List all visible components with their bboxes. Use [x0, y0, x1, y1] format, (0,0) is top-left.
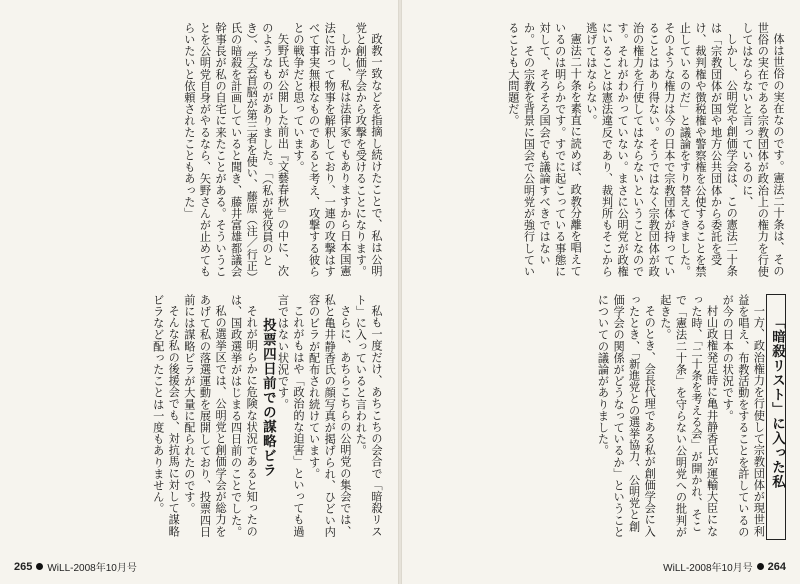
paragraph: 体は世俗の実在なのです。憲法二十条は、その世俗の実在である宗教団体が政治上の権力を行使してはならないと言っているのに、 [740, 22, 785, 278]
magazine-issue: WiLL-2008年10月号 [663, 563, 753, 574]
paragraph: それが明らかに危険な状況であると知ったのは、国政選挙がはじまる四日前のことでした。 [229, 294, 259, 538]
right-page [402, 0, 800, 584]
page-number: 264 [767, 560, 786, 573]
paragraph: 憲法二十条を素直に読めば、政教分離を唱えているのは明らかです。すでに起こっている事態に対して、そろそろ国会でも議論すべきではないか。その宗教を背景に国会で公明党が強行していることも大問題だ。 [506, 22, 583, 278]
magazine-issue: WiLL-2008年10月号 [47, 563, 137, 574]
paragraph: 私も一度だけ、あちこちの会合で「暗殺リスト」に入っていると言われた。 [354, 294, 383, 538]
paragraph: 矢野氏が公開した前出『文藝春秋』の中に、次のようなものがありました。「（私が党役員のとき）、学会首脳が第三者を使い、藤原（注／行正）氏の暗殺を計画していると聞き、藤井富雄都議会幹事長が私の自宅に来たことがある。そういうことを公明党自身がやるなら、矢野さんが止めてもらいたいと依頼されたこともあった」 [182, 22, 290, 284]
paragraph: 政教一致などを指摘し続けたことで、私は公明党と創価学会から攻撃を受けることになります。 [354, 22, 383, 278]
right-page-bottom-band [416, 294, 786, 540]
bullet-dot-icon [757, 563, 764, 570]
paragraph: 一方、政治権力を行使して宗教団体が現世利益を唱え、布教活動をすることを許しているのが今の日本の状況です。 [721, 294, 766, 538]
paragraph: そのとき、会長代理である私が創価学会に入ったとき、「新進党との選挙協力、公明党と創価学会の関係がどうなっているか」ということについての議論がありました。 [596, 294, 657, 538]
paragraph: 村山政権発足時に亀井静香氏が運輸大臣になった時、「二十条を考える会」が開かれ、そこで「憲法二十条」を守らない公明党への批判が起きた。 [658, 294, 719, 538]
section-heading: 「暗殺リスト」に入った私 [766, 294, 786, 540]
section-heading: 投票四日前での謀略ビラ [259, 317, 276, 477]
paragraph: さらに、あちらこちらの公明党の集会では、私と亀井静香氏の顔写真が掲げられ、ひどい内容のビラが配布され続けています。 [307, 294, 352, 538]
left-page-footer [14, 559, 137, 574]
left-page-top-band [14, 22, 384, 284]
paragraph: これがもはや「政治的な迫害」といっても過言ではない状況です。 [276, 294, 306, 538]
paragraph: そんな私の後援会でも、対抗馬に対して謀略ビラなど配ったことは一度もありません。 [151, 294, 181, 538]
left-page-bottom-band [14, 294, 384, 540]
right-page-top-band [416, 22, 786, 284]
right-page-footer [663, 559, 786, 574]
paragraph: しかし、私は法律家でもありますから日本国憲法に沿って物事を解釈しており、一連の攻撃はすべて事実無根なものであると考え、攻撃する彼らとの戦争だと思っています。 [292, 22, 352, 278]
left-page [0, 0, 398, 584]
paragraph: 私の選挙区では、公明党と創価学会が総力をあげて私の落選運動を展開しており、投票四日前には謀略ビラが大量に配られたのです。 [182, 294, 228, 538]
page-number: 265 [14, 560, 33, 573]
paragraph: しかし、公明党や創価学会は、この憲法二十条は「宗教団体が国や地方公共団体から委託を受け、裁判権や徴税権や警察権を公使することを禁止しているのだ」と議論をすり替えてきました。そのような権力は今の日本で宗教団体が持っていることはあり得ない。そうではなく宗教団体が政治の権力を行使してはならないということなのです。それがわかっていない。まさに公明党が政権にいることは憲法違反であり、裁判所もそこから逃げてはならない。 [584, 22, 739, 278]
bullet-dot-icon [36, 563, 43, 570]
